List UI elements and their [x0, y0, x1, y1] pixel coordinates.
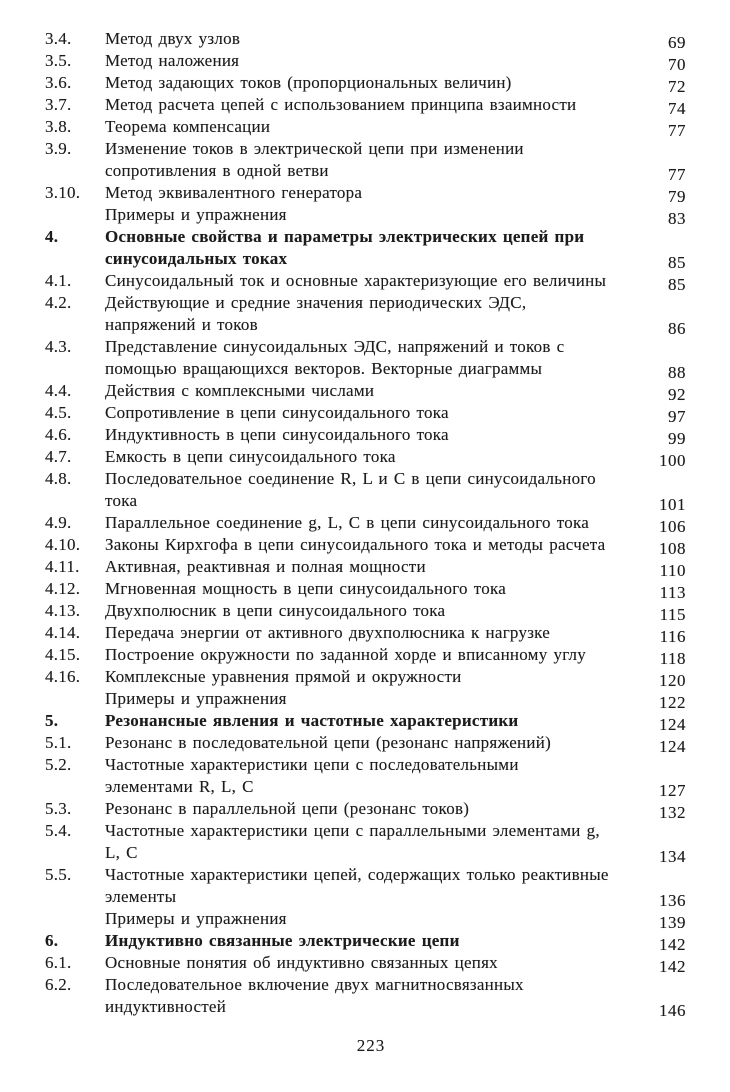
- toc-entry-page: 132: [659, 803, 686, 822]
- toc-entry-number: 3.6.: [45, 73, 72, 92]
- toc-entry: [45, 468, 686, 512]
- toc-entry: [45, 270, 686, 292]
- toc-entry-page: 120: [659, 671, 686, 690]
- toc-entry-title: [105, 600, 640, 622]
- toc-entry-number: 5.4.: [45, 821, 72, 840]
- toc-entry-title: [105, 424, 640, 446]
- toc-title-line: синусоидальных токах: [105, 249, 288, 268]
- toc-entry: [45, 380, 686, 402]
- toc-title-line: Частотные характеристики цепи с последовательными: [105, 755, 519, 774]
- toc-title-line: Представление синусоидальных ЭДС, напряжений и токов с: [105, 337, 565, 356]
- toc-entry: [45, 50, 686, 72]
- toc-entry-title: [105, 666, 640, 688]
- toc-entry-number: 4.10.: [45, 535, 81, 554]
- toc-entry-title: [105, 204, 640, 226]
- toc-title-line: Параллельное соединение g, L, C в цепи синусоидального тока: [105, 513, 590, 532]
- toc-entry-number: 4.14.: [45, 623, 81, 642]
- toc-entry: [45, 116, 686, 138]
- toc-entry-number: 5.: [45, 711, 59, 730]
- toc-entry-number: 4.4.: [45, 381, 72, 400]
- toc-entry-number: 6.2.: [45, 975, 72, 994]
- toc-title-line: Основные понятия об индуктивно связанных цепях: [105, 953, 498, 972]
- toc-entry-number: 4.7.: [45, 447, 72, 466]
- toc-entry-title: [105, 402, 640, 424]
- toc-entry-number: 6.: [45, 931, 59, 950]
- toc-title-line: помощью вращающихся векторов. Векторные диаграммы: [105, 359, 543, 378]
- toc-title-line: Метод задающих токов (пропорциональных величин): [105, 73, 512, 92]
- toc-entry: [45, 28, 686, 50]
- toc-entry-title: [105, 578, 640, 600]
- toc-entry: [45, 754, 686, 798]
- toc-entry: [45, 336, 686, 380]
- toc-title-line: Емкость в цепи синусоидального тока: [105, 447, 396, 466]
- toc-entry-number: 5.5.: [45, 865, 72, 884]
- toc-entry: [45, 974, 686, 1018]
- toc-entry: [45, 644, 686, 666]
- toc-entry: [45, 424, 686, 446]
- toc-title-line: Метод наложения: [105, 51, 240, 70]
- toc-entry: [45, 864, 686, 908]
- toc-entry: [45, 622, 686, 644]
- toc-entry-number: 3.7.: [45, 95, 72, 114]
- toc-title-line: сопротивления в одной ветви: [105, 161, 329, 180]
- toc-title-line: Метод расчета цепей с использованием принципа взаимности: [105, 95, 577, 114]
- toc-entry-page: 86: [668, 319, 686, 338]
- toc-entry: [45, 688, 686, 710]
- toc-entry-page: 122: [659, 693, 686, 712]
- toc-title-line: Основные свойства и параметры электрических цепей при: [105, 227, 585, 246]
- page-number: 223: [356, 1036, 386, 1055]
- toc-title-line: Двухполюсник в цепи синусоидального тока: [105, 601, 446, 620]
- toc-entry-page: 83: [668, 209, 686, 228]
- toc-title-line: Передача энергии от активного двухполюсника к нагрузке: [105, 623, 551, 642]
- toc-entry-title: [105, 864, 640, 908]
- toc-entry-title: [105, 380, 640, 402]
- toc-entry-title: [105, 798, 640, 820]
- toc-entry-page: 124: [659, 737, 686, 756]
- toc-entry: [45, 578, 686, 600]
- toc-entry: [45, 666, 686, 688]
- toc-entry-number: 6.1.: [45, 953, 72, 972]
- toc-entry-title: [105, 710, 640, 732]
- toc-entry-number: 4.6.: [45, 425, 72, 444]
- toc-entry-title: [105, 116, 640, 138]
- toc-entry: [45, 600, 686, 622]
- toc-entry-page: 77: [668, 121, 686, 140]
- toc-entry-number: 5.3.: [45, 799, 72, 818]
- toc-entry-number: 4.15.: [45, 645, 81, 664]
- toc-entry-page: 106: [659, 517, 686, 536]
- toc-entry-title: [105, 446, 640, 468]
- toc-entry-title: [105, 512, 640, 534]
- toc-entry-number: 5.2.: [45, 755, 72, 774]
- toc-entry-page: 85: [668, 275, 686, 294]
- toc-entry: [45, 204, 686, 226]
- toc-title-line: элементами R, L, C: [105, 777, 254, 796]
- toc-entry: [45, 402, 686, 424]
- toc-entry: [45, 798, 686, 820]
- toc-entry-number: 4.8.: [45, 469, 72, 488]
- toc-entry-page: 77: [668, 165, 686, 184]
- toc-title-line: Комплексные уравнения прямой и окружности: [105, 667, 462, 686]
- toc-entry-number: 4.: [45, 227, 59, 246]
- toc-title-line: тока: [105, 491, 138, 510]
- toc-entry-number: 4.3.: [45, 337, 72, 356]
- toc-entry-title: [105, 72, 640, 94]
- toc-entry-page: 116: [659, 627, 686, 646]
- toc-title-line: напряжений и токов: [105, 315, 258, 334]
- toc-entry-title: [105, 952, 640, 974]
- toc-entry-page: 142: [659, 957, 686, 976]
- toc-entry-page: 115: [659, 605, 686, 624]
- toc-entry: [45, 182, 686, 204]
- toc-entry-title: [105, 732, 640, 754]
- toc-entry: [45, 512, 686, 534]
- toc-entry-page: 127: [659, 781, 686, 800]
- toc-title-line: Примеры и упражнения: [105, 689, 287, 708]
- toc-title-line: Примеры и упражнения: [105, 205, 287, 224]
- toc-title-line: Резонанс в параллельной цепи (резонанс токов): [105, 799, 470, 818]
- toc-title-line: Индуктивность в цепи синусоидального тока: [105, 425, 449, 444]
- toc-entry-number: 3.5.: [45, 51, 72, 70]
- toc-entry: [45, 446, 686, 468]
- toc-title-line: Мгновенная мощность в цепи синусоидального тока: [105, 579, 507, 598]
- toc-entry-title: [105, 28, 640, 50]
- toc-entry: [45, 710, 686, 732]
- toc-entry-title: [105, 754, 640, 798]
- toc-entry-number: 4.2.: [45, 293, 72, 312]
- toc-entry: [45, 952, 686, 974]
- toc-entry-page: 99: [668, 429, 686, 448]
- toc-title-line: Последовательное соединение R, L и C в цепи синусоидального: [105, 469, 596, 488]
- toc-entry-title: [105, 292, 640, 336]
- toc-entry-page: 74: [668, 99, 686, 118]
- toc-entry-page: 146: [659, 1001, 686, 1020]
- toc-entry-title: [105, 974, 640, 1018]
- toc-entry-page: 88: [668, 363, 686, 382]
- toc-entry-number: 5.1.: [45, 733, 72, 752]
- toc-entry-title: [105, 468, 640, 512]
- toc-title-line: Индуктивно связанные электрические цепи: [105, 931, 460, 950]
- toc-entry-title: [105, 270, 640, 292]
- toc-entry-number: [45, 204, 105, 226]
- toc-entry-title: [105, 556, 640, 578]
- toc-title-line: Примеры и упражнения: [105, 909, 287, 928]
- toc-title-line: Законы Кирхгофа в цепи синусоидального тока и методы расчета: [105, 535, 606, 554]
- toc-title-line: Действующие и средние значения периодических ЭДС,: [105, 293, 527, 312]
- toc-entry: [45, 820, 686, 864]
- toc-entry-page: 97: [668, 407, 686, 426]
- toc-entry-title: [105, 182, 640, 204]
- toc-title-line: Метод эквивалентного генератора: [105, 183, 363, 202]
- toc-entry-page: 85: [668, 253, 686, 272]
- toc-entry-number: 4.11.: [45, 557, 80, 576]
- toc-entry-page: 136: [659, 891, 686, 910]
- toc-title-line: Изменение токов в электрической цепи при изменении: [105, 139, 524, 158]
- toc-entry-page: 79: [668, 187, 686, 206]
- toc-entry-number: [45, 688, 105, 710]
- toc-entry-number: [45, 908, 105, 930]
- toc-entry-title: [105, 688, 640, 710]
- toc-entry-page: 69: [668, 33, 686, 52]
- toc-entry-number: 4.16.: [45, 667, 81, 686]
- toc-entry-page: 134: [659, 847, 686, 866]
- toc-entry-title: [105, 908, 640, 930]
- toc-title-line: Резонансные явления и частотные характеристики: [105, 711, 519, 730]
- toc-entry-title: [105, 534, 640, 556]
- toc-title-line: Метод двух узлов: [105, 29, 241, 48]
- toc-entry-page: 108: [659, 539, 686, 558]
- toc-entry-title: [105, 930, 640, 952]
- toc-title-line: L, C: [105, 843, 138, 862]
- toc-entry: [45, 732, 686, 754]
- toc-title-line: Частотные характеристики цепи с параллельными элементами g,: [105, 821, 600, 840]
- toc-entry: [45, 292, 686, 336]
- toc-entry-number: 4.12.: [45, 579, 81, 598]
- toc-entry: [45, 94, 686, 116]
- toc-entry-title: [105, 644, 640, 666]
- toc-entry: [45, 138, 686, 182]
- toc-entry-page: 118: [659, 649, 686, 668]
- toc-entry-number: 4.5.: [45, 403, 72, 422]
- toc-entry-page: 124: [659, 715, 686, 734]
- toc-entry-title: [105, 138, 640, 182]
- toc-entry-title: [105, 94, 640, 116]
- toc-entry: [45, 72, 686, 94]
- toc-title-line: индуктивностей: [105, 997, 227, 1016]
- toc-entry-page: 142: [659, 935, 686, 954]
- toc-entry-page: 70: [668, 55, 686, 74]
- toc-entry-title: [105, 336, 640, 380]
- toc-title-line: Частотные характеристики цепей, содержащих только реактивные: [105, 865, 609, 884]
- toc-title-line: Синусоидальный ток и основные характеризующие его величины: [105, 271, 607, 290]
- toc-entry: [45, 226, 686, 270]
- toc-entry-page: 92: [668, 385, 686, 404]
- toc-entry-page: 72: [668, 77, 686, 96]
- toc-entry-title: [105, 820, 640, 864]
- toc-title-line: элементы: [105, 887, 177, 906]
- toc-entry-number: 3.9.: [45, 139, 72, 158]
- toc-entry-title: [105, 226, 640, 270]
- toc-entry-number: 3.4.: [45, 29, 72, 48]
- toc-title-line: Активная, реактивная и полная мощности: [105, 557, 426, 576]
- toc-entry-number: 4.9.: [45, 513, 72, 532]
- toc-entry: [45, 930, 686, 952]
- toc-title-line: Построение окружности по заданной хорде и вписанному углу: [105, 645, 587, 664]
- toc-entry-number: 3.10.: [45, 183, 81, 202]
- toc-title-line: Теорема компенсации: [105, 117, 271, 136]
- toc-entry-page: 139: [659, 913, 686, 932]
- toc-entry-page: 113: [659, 583, 686, 602]
- toc-title-line: Резонанс в последовательной цепи (резонанс напряжений): [105, 733, 552, 752]
- toc-entry-number: 3.8.: [45, 117, 72, 136]
- toc-entry: [45, 908, 686, 930]
- toc-entry-title: [105, 622, 640, 644]
- toc-entry-number: 4.1.: [45, 271, 72, 290]
- toc-entry: [45, 534, 686, 556]
- toc-entry-page: 101: [659, 495, 686, 514]
- toc-list: [45, 28, 686, 1018]
- toc-title-line: Последовательное включение двух магнитносвязанных: [105, 975, 524, 994]
- toc-entry-page: 110: [659, 561, 686, 580]
- toc-title-line: Действия с комплексными числами: [105, 381, 375, 400]
- toc-entry-number: 4.13.: [45, 601, 81, 620]
- toc-entry-title: [105, 50, 640, 72]
- toc-title-line: Сопротивление в цепи синусоидального тока: [105, 403, 449, 422]
- toc-entry-page: 100: [659, 451, 686, 470]
- toc-entry: [45, 556, 686, 578]
